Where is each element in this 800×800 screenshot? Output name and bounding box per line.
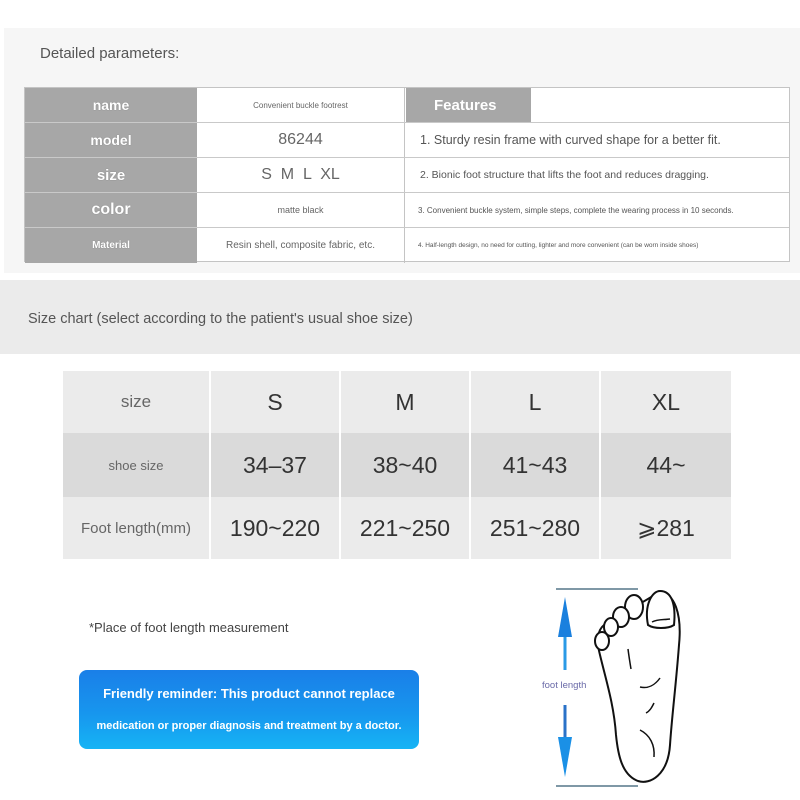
- param-label: name: [25, 88, 197, 122]
- size-chart-table: [63, 371, 731, 559]
- param-row-name: [25, 88, 789, 123]
- param-label: model: [25, 123, 197, 157]
- foot-length-cell: 221~250: [341, 497, 471, 559]
- shoe-size-cell: 41~43: [471, 433, 601, 497]
- param-row-material: [25, 228, 789, 263]
- measurement-note: *Place of foot length measurement: [89, 620, 289, 635]
- detailed-parameters-section: [4, 28, 800, 273]
- param-value: matte black: [197, 193, 405, 227]
- row-label: size: [63, 371, 211, 433]
- shoe-size-cell: 38~40: [341, 433, 471, 497]
- param-label: size: [25, 158, 197, 192]
- param-row-model: [25, 123, 789, 158]
- size-cell: S: [211, 371, 341, 433]
- friendly-reminder-banner: [79, 670, 419, 749]
- shoe-size-cell: 34–37: [211, 433, 341, 497]
- foot-length-label: foot length: [542, 680, 587, 691]
- param-value: S M L XL: [197, 158, 405, 192]
- foot-length-cell: 251~280: [471, 497, 601, 559]
- size-cell: L: [471, 371, 601, 433]
- foot-length-diagram: [530, 585, 700, 790]
- feature-item: 1. Sturdy resin frame with curved shape for a better fit.: [420, 133, 721, 147]
- param-row-color: [25, 193, 789, 228]
- foot-length-cell: 190~220: [211, 497, 341, 559]
- size-cell: XL: [651, 388, 681, 415]
- param-label: Material: [25, 228, 197, 263]
- feature-item: 3. Convenient buckle system, simple steps, complete the wearing process in 10 seconds.: [418, 205, 734, 215]
- param-value: Resin shell, composite fabric, etc.: [197, 228, 405, 263]
- parameters-table: [24, 87, 790, 262]
- param-value: Convenient buckle footrest: [197, 88, 405, 122]
- param-value: 86244: [197, 123, 405, 157]
- shoe-size-cell: 44~: [646, 451, 686, 478]
- section-title: Detailed parameters:: [40, 45, 180, 62]
- row-label: Foot length(mm): [63, 497, 211, 559]
- param-row-size: [25, 158, 789, 193]
- reminder-line-1: Friendly reminder: This product cannot replace: [103, 686, 395, 701]
- param-label: color: [25, 193, 197, 227]
- size-chart-header: [0, 280, 800, 354]
- row-label: shoe size: [63, 433, 211, 497]
- feature-item: 2. Bionic foot structure that lifts the foot and reduces dragging.: [420, 169, 709, 181]
- shoe-size-row: [63, 433, 731, 497]
- feature-item: 4. Half-length design, no need for cutting, lighter and more convenient (can be worn inside shoes): [418, 242, 699, 249]
- size-cell: M: [341, 371, 471, 433]
- size-row: [63, 371, 731, 433]
- foot-length-cell: ⩾281: [637, 514, 695, 541]
- features-header: Features: [406, 88, 531, 122]
- reminder-line-2: medication or proper diagnosis and treatment by a doctor.: [96, 720, 402, 732]
- size-chart-title: Size chart (select according to the patient's usual shoe size): [28, 311, 413, 327]
- foot-length-row: [63, 497, 731, 559]
